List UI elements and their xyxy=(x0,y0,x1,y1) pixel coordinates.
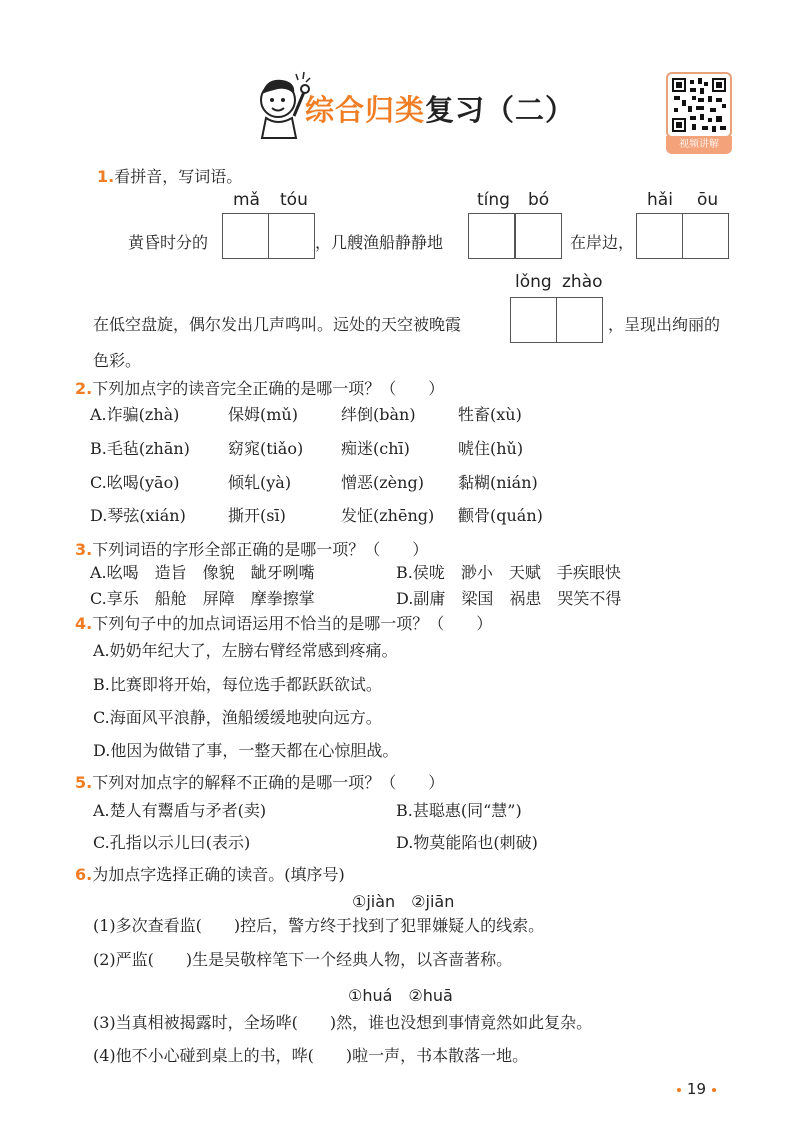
dot-decoration xyxy=(712,1088,716,1092)
q5-option-d: D.物莫能陷也(刺破) xyxy=(396,833,538,852)
q3-option-b: B.侯咙 渺小 天赋 手疾眼快 xyxy=(396,563,621,582)
pinyin-3a: hǎi xyxy=(647,190,673,210)
q2-option: 唬住(hǔ) xyxy=(458,439,524,458)
q2-option: 颧骨(quán) xyxy=(458,506,543,525)
q2-option: 黏糊(nián) xyxy=(458,473,538,492)
q2-option: 发怔(zhēng) xyxy=(341,506,435,525)
q2-option: A.诈骗(zhà) xyxy=(90,405,180,424)
question-2-prompt: 2.下列加点字的读音完全正确的是哪一项？（ ） xyxy=(75,379,445,398)
q1-text-1: 黄昏时分的 xyxy=(128,233,209,252)
answer-box[interactable] xyxy=(515,213,562,259)
question-3-prompt: 3.下列词语的字形全部正确的是哪一项？（ ） xyxy=(75,540,429,559)
q2-option: 痴迷(chī) xyxy=(341,439,410,458)
pinyin-2b: bó xyxy=(528,190,550,210)
pinyin-2a: tíng xyxy=(477,190,510,210)
q2-option: D.琴弦(xián) xyxy=(90,506,186,525)
q6-options-2: ①huá ②huā xyxy=(348,986,453,1005)
q4-option-d: D.他因为做错了事，一整天都在心惊胆战。 xyxy=(93,741,399,760)
question-6-prompt: 6.为加点字选择正确的读音。(填序号) xyxy=(75,865,345,884)
qr-code-icon[interactable] xyxy=(666,72,732,138)
q6-sentence-4: (4)他不小心碰到桌上的书，哗( )啦一声，书本散落一地。 xyxy=(93,1046,529,1065)
pinyin-4b: zhào xyxy=(562,272,603,292)
q5-option-c: C.孔指以示儿曰(表示) xyxy=(93,833,251,852)
pinyin-1b: tóu xyxy=(280,190,308,210)
q4-option-c: C.海面风平浪静，渔船缓缓地驶向远方。 xyxy=(93,708,382,727)
title-colored: 综合归类 xyxy=(305,93,426,127)
answer-box[interactable] xyxy=(682,213,729,259)
q1-text-5: ，呈现出绚丽的 xyxy=(608,315,721,334)
q2-option: 绊倒(bàn) xyxy=(341,405,416,424)
q2-option: 撕开(sī) xyxy=(228,506,286,525)
q1-text-4: 在低空盘旋，偶尔发出几声鸣叫。远处的天空被晚霞 xyxy=(93,315,462,334)
q1-text-6: 色彩。 xyxy=(93,351,142,370)
q3-option-a: A.吆喝 造旨 像貌 龇牙咧嘴 xyxy=(90,563,315,582)
q1-text-2: ，几艘渔船静静地 xyxy=(315,233,444,252)
qr-caption: 视频讲解 xyxy=(666,136,732,154)
q2-option: 牲畜(xù) xyxy=(458,405,522,424)
q6-sentence-2: (2)严监( )生是吴敬梓笔下一个经典人物，以吝啬著称。 xyxy=(93,950,513,969)
q2-option: 保姆(mǔ) xyxy=(228,405,298,424)
q2-option: C.吆喝(yāo) xyxy=(90,473,180,492)
title-rest: 复习（二） xyxy=(425,93,576,127)
q3-option-d: D.副庸 梁国 祸患 哭笑不得 xyxy=(396,589,622,608)
answer-box[interactable] xyxy=(468,213,515,259)
q3-option-c: C.享乐 船舱 屏障 摩拳擦掌 xyxy=(90,589,315,608)
answer-box[interactable] xyxy=(556,297,603,343)
q6-sentence-3: (3)当真相被揭露时，全场哗( )然，谁也没想到事情竟然如此复杂。 xyxy=(93,1013,593,1032)
q1-text-3: 在岸边， xyxy=(570,233,635,252)
q2-option: 憎恶(zèng) xyxy=(341,473,424,492)
question-4-prompt: 4.下列句子中的加点词语运用不恰当的是哪一项？（ ） xyxy=(75,614,493,633)
q5-option-b: B.甚聪惠(同“慧”) xyxy=(396,801,522,820)
q2-option: 倾轧(yà) xyxy=(228,473,292,492)
answer-box[interactable] xyxy=(222,213,269,259)
pinyin-4a: lǒng xyxy=(515,272,552,292)
q6-sentence-1: (1)多次查看监( )控后，警方终于找到了犯罪嫌疑人的线索。 xyxy=(93,916,545,935)
q4-option-a: A.奶奶年纪大了，左膀右臂经常感到疼痛。 xyxy=(93,641,398,660)
pinyin-3b: ōu xyxy=(697,190,719,210)
dot-decoration xyxy=(677,1088,681,1092)
pinyin-1a: mǎ xyxy=(233,190,260,210)
page-number: 19 xyxy=(671,1080,722,1098)
answer-box[interactable] xyxy=(268,213,315,259)
mascot-illustration xyxy=(252,70,312,140)
q4-option-b: B.比赛即将开始，每位选手都跃跃欲试。 xyxy=(93,675,382,694)
answer-box[interactable] xyxy=(636,213,683,259)
answer-box[interactable] xyxy=(510,297,557,343)
q2-option: 窈窕(tiǎo) xyxy=(228,439,304,458)
page-title xyxy=(305,88,575,129)
q2-option: B.毛毡(zhān) xyxy=(90,439,190,458)
question-1-prompt: 1.看拼音，写词语。 xyxy=(97,167,243,186)
question-5-prompt: 5.下列对加点字的解释不正确的是哪一项？（ ） xyxy=(75,773,445,792)
q6-options-1: ①jiàn ②jiān xyxy=(352,892,455,911)
q5-option-a: A.楚人有鬻盾与矛者(卖) xyxy=(93,801,267,820)
